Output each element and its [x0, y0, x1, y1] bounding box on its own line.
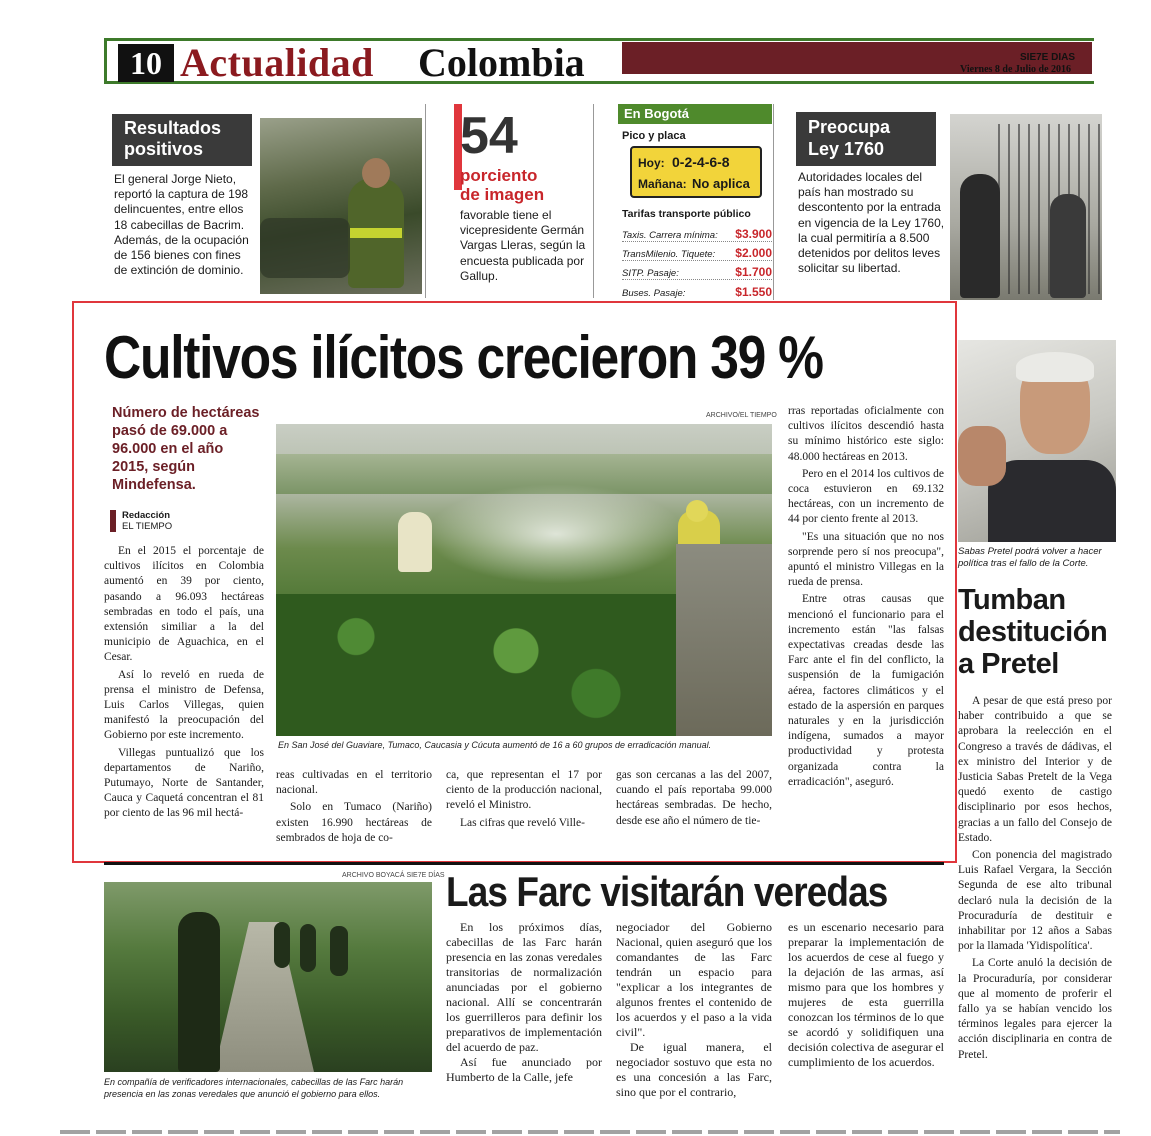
- section-title: Actualidad: [180, 40, 374, 85]
- farc-column-2: negociador del Gobierno Nacional, quien aseguró que los comandantes de las Farc tendrán un espacio para "explicar a los integrantes de algunos frentes el contenido de los acuerdos y el paso a la vida civil". De igual manera, el negociador sostuvo que esta no es una concesión a las Farc, sino que por el contrario,: [616, 920, 772, 1099]
- tarifa-row: Taxis. Carrera mínima: $3.900: [622, 224, 772, 242]
- page-number: 10: [118, 44, 174, 82]
- farc-column-1: En los próximos días, cabecillas de las Farc harán presencia en las zonas veredales transitorias de normalización anunciadas por el gobierno nacional. Allí se concentrarán los guerrilleros para definir los preparativos de implementación del acuerdo de paz. Así fue anunciado por Humberto de la Calle, jefe: [446, 920, 602, 1084]
- pico-title: Pico y placa: [622, 130, 686, 142]
- tarifa-row: SITP. Pasaje: $1.700: [622, 262, 772, 280]
- preocupa-body: Autoridades locales del país han mostrado su descontento por la entrada en vigencia de la Ley 1760, la cual permitiría a 8.500 detenidos por delitos leves solicitar su libertad.: [798, 170, 945, 276]
- farc-photo-credit: ARCHIVO BOYACÁ SIE7E DÍAS: [342, 872, 445, 879]
- tarifas-title: Tarifas transporte público: [622, 208, 751, 220]
- prison-gate-photo: [950, 114, 1102, 300]
- manana-row: Mañana: No aplica: [638, 176, 750, 191]
- main-column-3: ca, que representan el 17 por ciento de la producción nacional, reveló el Ministro. Las cifras que reveló Ville-: [446, 769, 602, 829]
- porciento-body: favorable tiene el vicepresidente Germán Vargas Lleras, según la encuesta publicada por Gallup.: [460, 208, 586, 283]
- resultados-box: [104, 104, 426, 298]
- guerrilla-1: [274, 922, 290, 968]
- porciento-number: 54: [460, 107, 518, 165]
- worker-right-head: [686, 500, 708, 522]
- main-photo-caption: En San José del Guaviare, Tumaco, Caucasia y Cúcuta aumentó de 16 a 60 grupos de erradicación manual.: [278, 740, 712, 750]
- bogota-header: En Bogotá: [618, 104, 772, 124]
- farc-rule: [104, 862, 944, 865]
- farc-headline: Las Farc visitarán veredas: [446, 868, 888, 915]
- license-plate: [630, 146, 762, 198]
- main-column-4: gas son cercanas a las del 2007, cuando el país reportaba 99.000 hectáreas sembradas. De hecho, desde ese año el número de tie-: [616, 769, 772, 827]
- farc-column-3: es un escenario necesario para preparar la implementación de los acuerdos de cese al fuego y la dejación de las armas, así mismo para que los hombres y mujeres de esta guerrilla conozcan los términos de lo que se acordó y solidifiquen una decisión colectiva de asegurar el cumplimiento de los acuerdos.: [788, 920, 944, 1069]
- tarifas-list: [622, 224, 772, 299]
- pretel-body: A pesar de que está preso por haber contribuido a que se aprobara la reelección en el Congreso a través de dádivas, el ex ministro del Interior y de Justicia Sabas Pretelt de la Vega quedó exento de castigo disciplinario por esos hechos, gracias a un fallo del Consejo de Estado. Con ponencia del magistrado Luis Rafael Vergara, la Sección Segunda de ese alto tribunal declaró nula la decisión de la Procuraduría de destituir e inhabilitar por 12 años a Sabas por la llamada 'Yidispolítica'. La Corte anuló la decisión de la Procuraduría, por considerar que al momento de proferir el fallo ya se habían vencido los términos legales para ejercer la acción disciplinaria en contra de Pretel.: [958, 695, 1112, 1061]
- porciento-label: porciento de imagen: [460, 166, 545, 204]
- person-silhouette: [960, 174, 1000, 298]
- tarifa-row: Buses. Pasaje: $1.550: [622, 285, 772, 299]
- person-silhouette: [1050, 194, 1086, 298]
- farc-jungle-photo: [104, 882, 432, 1072]
- main-photo-credit: ARCHIVO/EL TIEMPO: [706, 412, 777, 419]
- main-column-1: En el 2015 el porcentaje de cultivos ilícitos en Colombia aumentó en 39 por ciento, pasando a 96.093 hectáreas sembradas en todo el país, una extensión similiar a la del municipio de Aguachica, en el Cesar. Así lo reveló en rueda de prensa el ministro de Defensa, Luis Carlos Villegas, quien manifestó la preocupación del Gobierno por este incremento. Villegas puntualizó que los departamentos de Nariño, Putumayo, Norte de Santander, Cauca y Caquetá concentran el 81 por ciento de las 96 mil hectá-: [104, 545, 264, 820]
- porciento-box: [446, 104, 594, 298]
- dirt-path: [676, 544, 772, 736]
- issue-date: Viernes 8 de Julio de 2016: [960, 64, 1072, 75]
- byline: Redacción EL TIEMPO: [122, 510, 173, 532]
- main-headline: Cultivos ilícitos crecieron 39 %: [104, 324, 823, 391]
- forest-path: [214, 922, 314, 1072]
- pretel-hand: [958, 426, 1006, 486]
- plants-foreground: [276, 594, 676, 736]
- subsection-title: Colombia: [418, 40, 585, 85]
- main-column-right: rras reportadas oficialmente con cultivos ilícitos descendió hasta su mínimo histórico este siglo: 48.000 hectáreas en 2013. Pero en el 2014 los cultivos de coca estuvieron en 69.132 hectáreas, con un incremento de 44 por ciento frente al 2013. "Es una situación que no nos sorprende pero sí nos preocupa", apuntó el ministro Villegas en la rueda de prensa. Entre otras causas que mencionó el funcionario para el incremento están "las falsas expectativas creadas desde las Farc ante el fin del conflicto, la suspensión de la fumigación aérea, factores climáticos y el estado de la aspersión en parques naturales y en la jurisdicción indígena, sumados a mayor productividad y protesta organizada contra la erradicación", aseguró.: [788, 405, 944, 788]
- pretel-photo: [958, 340, 1116, 542]
- resultados-body: El general Jorge Nieto, reportó la captura de 198 delincuentes, entre ellos 18 cabecillas de Bacrim. Además, de la ocupación de 156 bienes con fines de extinción de dominio.: [114, 172, 249, 278]
- hoy-row: Hoy: 0-2-4-6-8: [638, 154, 730, 170]
- preocupa-title: Preocupa Ley 1760: [808, 117, 891, 159]
- guerrilla-lead: [178, 912, 220, 1072]
- main-deck: Número de hectáreas pasó de 69.000 a 96.000 en el año 2015, según Mindefensa.: [112, 405, 260, 493]
- vest-stripe: [350, 228, 402, 238]
- guerrilla-2: [300, 924, 316, 972]
- motorcycles-row: [260, 218, 350, 278]
- page-bottom-rule: [60, 1130, 1120, 1134]
- tarifa-row: TransMilenio. Tiquete: $2.000: [622, 243, 772, 261]
- farc-photo-caption: En compañía de verificadores internacionales, cabecillas de las Farc harán presencia en las zonas veredales que anunció el gobierno para ellos.: [104, 1077, 404, 1099]
- officer-head: [362, 158, 390, 188]
- resultados-title: Resultados positivos: [124, 118, 222, 159]
- bogota-box: [604, 104, 774, 300]
- pretel-headline: Tumban destitución a Pretel: [958, 584, 1108, 680]
- eradication-photo: [276, 424, 772, 736]
- police-motorcycles-photo: [260, 118, 422, 294]
- main-column-2: reas cultivadas en el territorio nacional. Solo en Tumaco (Nariño) existen 16.990 hectáreas de sembrados de hoja de co-: [276, 769, 432, 844]
- pretel-caption: Sabas Pretel podrá volver a hacer política tras el fallo de la Corte.: [958, 546, 1102, 569]
- pretel-hair: [1016, 352, 1094, 382]
- spray-mist: [426, 484, 686, 584]
- byline-marker: [110, 510, 116, 532]
- worker-left: [398, 512, 432, 572]
- publication-name: SIE7E DIAS: [1020, 52, 1076, 63]
- pretel-suit: [988, 460, 1116, 542]
- preocupa-box: [788, 104, 1094, 298]
- guerrilla-3: [330, 926, 348, 976]
